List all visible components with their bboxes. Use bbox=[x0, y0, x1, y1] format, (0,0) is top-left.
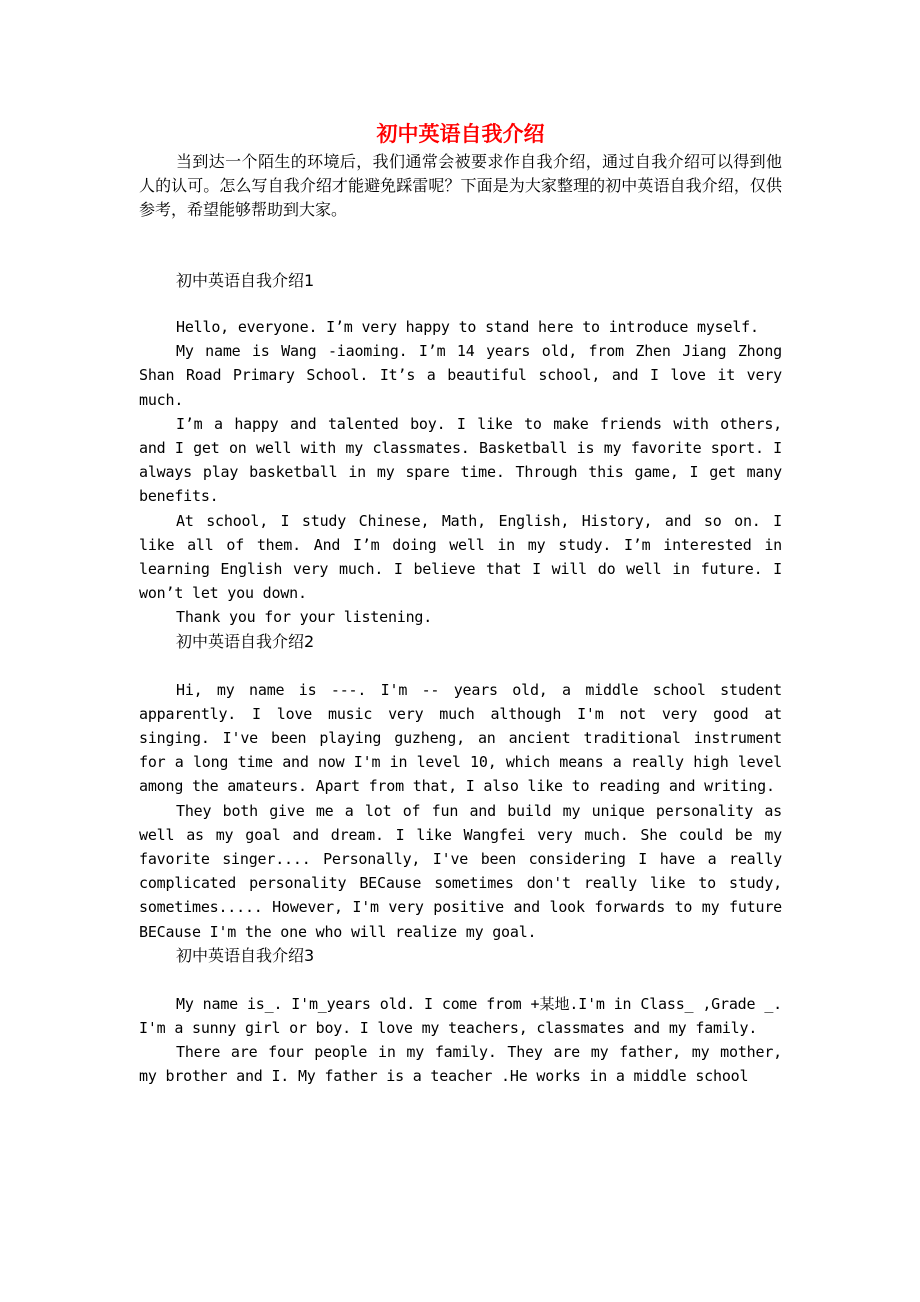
section-heading: 初中英语自我介绍1 bbox=[176, 271, 315, 290]
section-heading: 初中英语自我介绍2 bbox=[176, 631, 315, 651]
intro-paragraph: 当到达一个陌生的环境后，我们通常会被要求作自我介绍，通过自我介绍可以得到他人的认可。怎么写自我介绍才能避免踩雷呢？下面是为大家整理的初中英语自我介绍，仅供参考，希望能够帮助到大家。 bbox=[139, 152, 782, 219]
body-paragraph: My name is_. I'm_years old. I come from +某地.I'm in Class_ ,Grade _. I'm a sunny girl or boy. I love my teachers, classmates and my family. bbox=[139, 994, 782, 1038]
section-heading: 初中英语自我介绍3 bbox=[176, 945, 315, 965]
document-page bbox=[139, 118, 782, 1089]
body-paragraph: My name is Wang -iaoming. I’m 14 years old, from Zhen Jiang Zhong Shan Road Primary School. It’s a beautiful school, and I love it very much. bbox=[139, 342, 782, 409]
body-paragraph: Thank you for your listening. bbox=[176, 608, 433, 627]
spacer bbox=[139, 968, 782, 992]
body-paragraph: They both give me a lot of fun and build my unique personality as well as my goal and dream. I like Wangfei very much. She could be my favorite singer.... Personally, I've been considering I have a really complicated personality BECause sometimes don't really like to study, sometimes..... However, I'm very positive and look forwards to my future BECause I'm the one who will realize my goal. bbox=[139, 801, 782, 941]
body-paragraph: Hi, my name is ---. I'm -- years old, a middle school student apparently. I love music very much although I'm not very good at singing. I've been playing guzheng, an ancient traditional instrument for a long time and now I'm in level 10, which means a really high level among the amateurs. Apart from that, I also like to reading and writing. bbox=[139, 680, 782, 796]
body-paragraph: I’m a happy and talented boy. I like to make friends with others, and I get on well with my classmates. Basketball is my favorite sport. I always play basketball in my spare time. Through this game, I get many benefits. bbox=[139, 414, 782, 506]
body-paragraph: Hello, everyone. I’m very happy to stand here to introduce myself. bbox=[176, 318, 759, 336]
body-paragraph: At school, I study Chinese, Math, English, History, and so on. I like all of them. And I’m doing well in my study. I’m interested in learning English very much. I believe that I will do well in future. I won’t let you down. bbox=[139, 511, 782, 603]
body-paragraph: There are four people in my family. They are my father, my mother, my brother and I. My father is a teacher .He works in a middle school bbox=[139, 1043, 782, 1086]
spacer bbox=[139, 222, 782, 269]
document-title: 初中英语自我介绍 bbox=[376, 121, 545, 146]
spacer bbox=[139, 293, 782, 315]
spacer bbox=[139, 654, 782, 678]
